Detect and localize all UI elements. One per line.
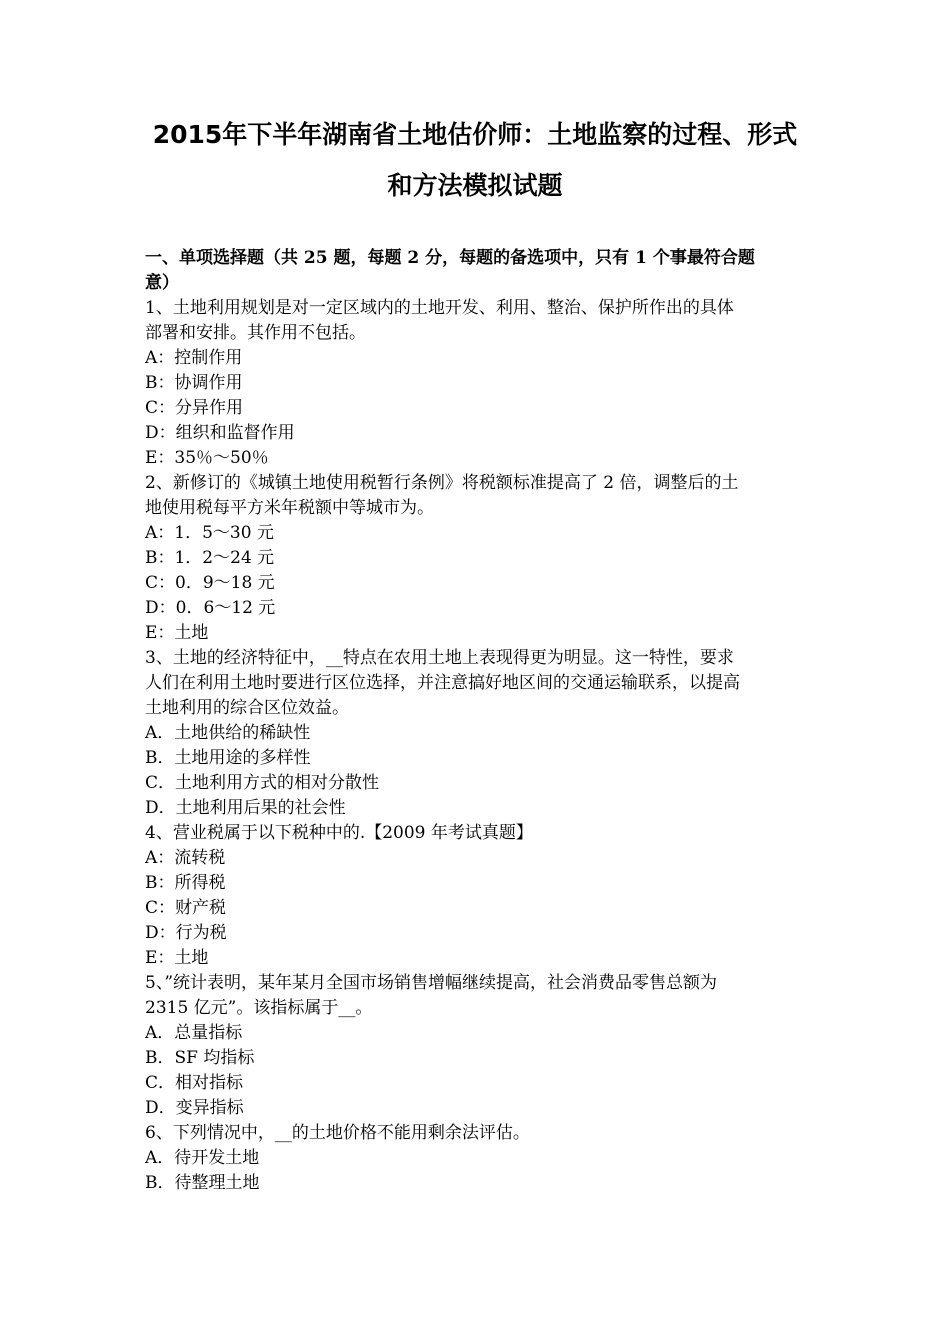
- document-body: [145, 246, 815, 1196]
- answer-option: E：35％～50％: [145, 448, 269, 468]
- answer-option: D：行为税: [145, 923, 227, 943]
- answer-option: A：控制作用: [145, 348, 243, 368]
- question-stem-line: 部署和安排。其作用不包括。: [145, 323, 366, 343]
- answer-option: A．土地供给的稀缺性: [145, 723, 311, 743]
- section-heading-line-1: 一、单项选择题（共 25 题，每题 2 分，每题的备选项中，只有 1 个事最符合题: [145, 248, 755, 268]
- question-stem-line: 2、新修订的《城镇土地使用税暂行条例》将税额标准提高了 2 倍，调整后的土: [145, 473, 739, 493]
- answer-option: E：土地: [145, 623, 209, 643]
- document-title-line-2: 和方法模拟试题: [387, 171, 563, 200]
- question-stem-line: 3、土地的经济特征中，__特点在农用土地上表现得更为明显。这一特性，要求: [145, 648, 734, 668]
- answer-option: C：财产税: [145, 898, 227, 918]
- answer-option: A．总量指标: [145, 1023, 243, 1043]
- answer-option: A．待开发土地: [145, 1148, 260, 1168]
- question-stem-line: 5、”统计表明，某年某月全国市场销售增幅继续提高，社会消费品零售总额为: [145, 973, 718, 993]
- answer-option: C．土地利用方式的相对分散性: [145, 773, 380, 793]
- question-stem-line: 4、营业税属于以下税种中的.【2009 年考试真题】: [145, 823, 533, 843]
- answer-option: C：0．9～18 元: [145, 573, 275, 593]
- question-stem-line: 2315 亿元”。该指标属于__。: [145, 998, 373, 1018]
- answer-option: B．待整理土地: [145, 1173, 260, 1193]
- answer-option: D．土地利用后果的社会性: [145, 798, 346, 818]
- answer-option: B：协调作用: [145, 373, 243, 393]
- answer-option: D．变异指标: [145, 1098, 244, 1118]
- question-stem-line: 地使用税每平方米年税额中等城市为。: [145, 498, 434, 518]
- answer-option: D：0．6～12 元: [145, 598, 276, 618]
- answer-option: B．土地用途的多样性: [145, 748, 311, 768]
- section-heading-line-2: 意）: [145, 273, 179, 293]
- question-stem-line: 土地利用的综合区位效益。: [145, 698, 349, 718]
- answer-option: A：流转税: [145, 848, 226, 868]
- document-title-line-1: 2015年下半年湖南省土地估价师：土地监察的过程、形式: [152, 120, 798, 149]
- question-stem-line: 1、土地利用规划是对一定区域内的土地开发、利用、整治、保护所作出的具体: [145, 298, 734, 318]
- answer-option: C：分异作用: [145, 398, 244, 418]
- question-stem-line: 人们在利用土地时要进行区位选择，并注意搞好地区间的交通运输联系，以提高: [145, 673, 740, 693]
- answer-option: B：所得税: [145, 873, 226, 893]
- question-stem-line: 6、下列情况中，__的土地价格不能用剩余法评估。: [145, 1123, 530, 1143]
- answer-option: B：1．2～24 元: [145, 548, 275, 568]
- answer-option: C．相对指标: [145, 1073, 244, 1093]
- answer-option: B．SF 均指标: [145, 1048, 255, 1068]
- answer-option: D：组织和监督作用: [145, 423, 295, 443]
- answer-option: A：1．5～30 元: [145, 523, 274, 543]
- answer-option: E：土地: [145, 948, 209, 968]
